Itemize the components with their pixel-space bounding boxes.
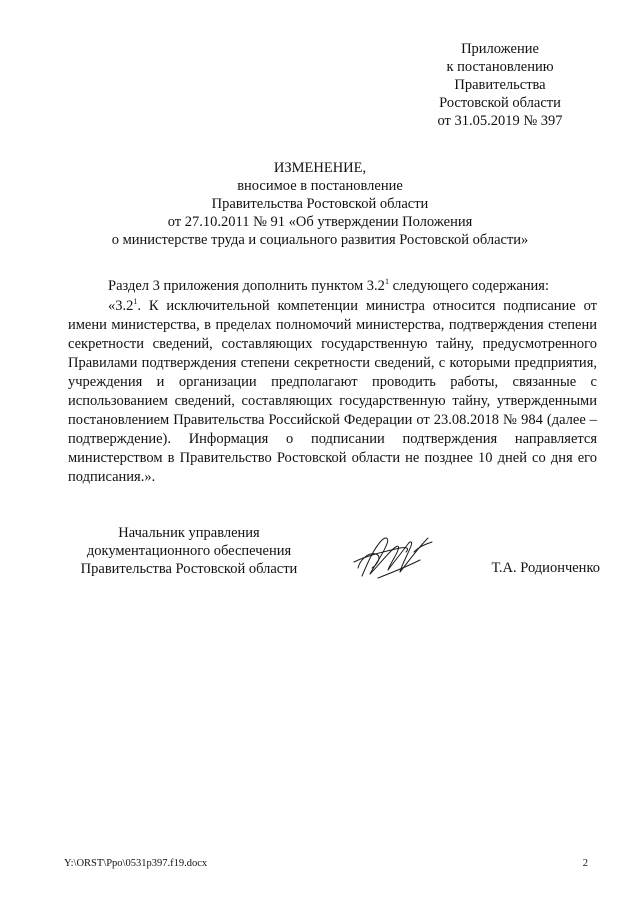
title-heading: ИЗМЕНЕНИЕ, — [273, 160, 367, 176]
paragraph-lead: «3.2 — [108, 298, 134, 314]
signer-title-line: Начальник управления — [118, 525, 260, 541]
appendix-line: Приложение — [461, 41, 539, 57]
appendix-line: к постановлению — [446, 59, 554, 75]
signer-position — [60, 524, 318, 578]
document-title — [60, 159, 580, 249]
title-line: Правительства Ростовской области — [211, 196, 429, 212]
appendix-line: Правительства — [454, 77, 546, 93]
intro-superscript: 1 — [384, 277, 389, 287]
title-line: о министерстве труда и социального развития Ростовской области» — [111, 232, 529, 248]
handwritten-signature — [348, 532, 438, 584]
title-line: от 27.10.2011 № 91 «Об утверждении Положения — [167, 214, 473, 230]
paragraph-superscript: 1 — [133, 297, 138, 307]
signer-title-line: Правительства Ростовской области — [80, 561, 298, 577]
page-number: 2 — [582, 858, 588, 869]
paragraph-text: . К исключительной компетенции министра относится подписание от имени министерства, в пределах полномочий министерства, подтверждения степени секретности сведений, составляющих государственную тайну, предусмотренного Правилами подтверждения степени секретности сведений, с которыми предприятия, учреждения и организации предполагают проводить работы, связанные с использованием сведений, составляющих государственную тайну, утвержденными постановлением Правительства Российской Федерации от 23.08.2018 № 984 (далее – подтверждение). Информация о подписании подтверждения направляется министерством в Правительство Ростовской области не позднее 10 дней со дня его подписания.». — [68, 298, 597, 485]
amendment-paragraph — [68, 297, 597, 487]
file-path: Y:\ORST\Ppo\0531p397.f19.docx — [64, 858, 208, 869]
intro-text-end: следующего содержания: — [388, 278, 550, 294]
intro-text: Раздел 3 приложения дополнить пунктом 3.2 — [108, 278, 385, 294]
appendix-reference — [400, 40, 600, 130]
signer-name: Т.А. Родионченко — [491, 560, 600, 576]
signer-title-line: документационного обеспечения — [86, 543, 292, 559]
intro-sentence — [108, 277, 608, 295]
appendix-line: Ростовской области — [439, 95, 561, 111]
title-line: вносимое в постановление — [237, 178, 403, 194]
appendix-date-number: от 31.05.2019 № 397 — [437, 113, 563, 129]
